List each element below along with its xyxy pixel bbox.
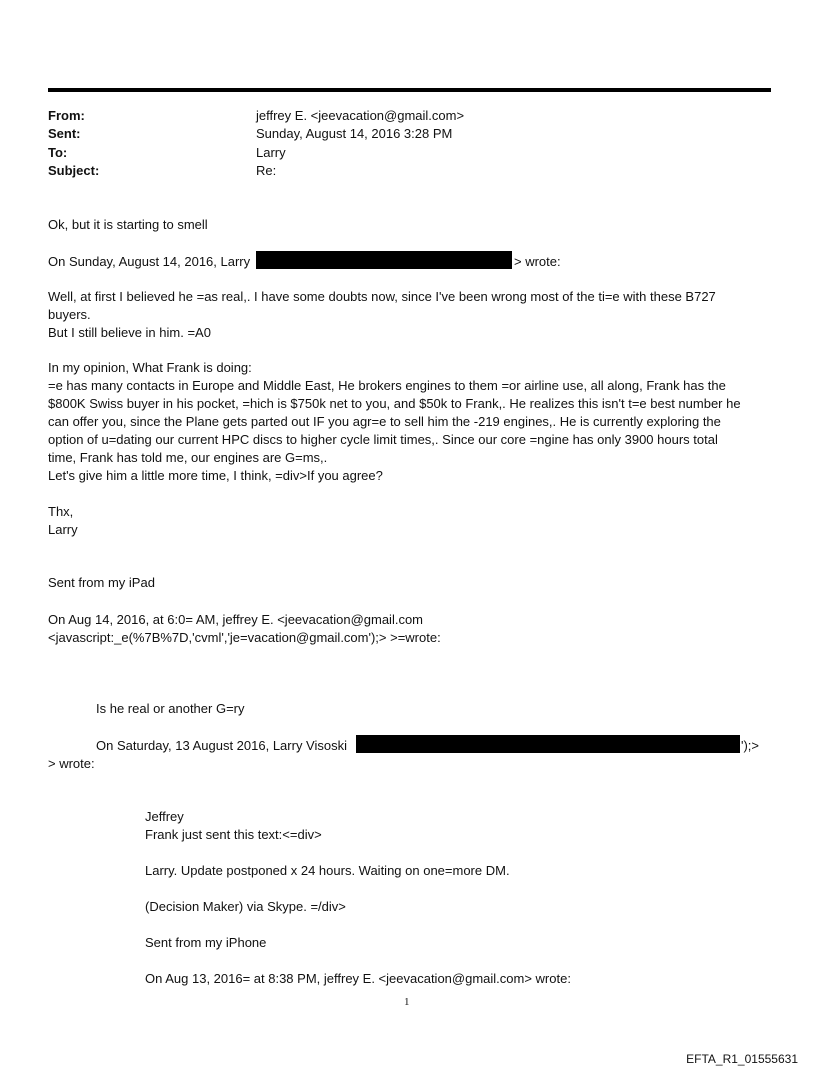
sent-value: Sunday, August 14, 2016 3:28 PM (256, 126, 453, 141)
quote-header-aug13: On Aug 13, 2016= at 8:38 PM, jeffrey E. <jeevacation@gmail.com> wrote: (145, 971, 571, 986)
body-line: Well, at first I believed he =as real,. I have some doubts now, since I've been wrong most of the ti=e with these B727 (48, 289, 716, 304)
quote-header-sunday: On Sunday, August 14, 2016, Larry (48, 254, 251, 269)
quote-header-saturday-end: ');> (741, 738, 760, 753)
sign-off: Thx, (48, 504, 74, 519)
quoted-line: Frank just sent this text:<=div> (145, 827, 322, 842)
from-label: From: (48, 108, 85, 123)
body-line: time, Frank has told me, our engines are G=ms,. (48, 450, 328, 465)
body-line: But I still believe in him. =A0 (48, 325, 211, 340)
quoted-line: Sent from my iPhone (145, 935, 267, 950)
quoted-line: Larry. Update postponed x 24 hours. Waiting on one=more DM. (145, 863, 510, 878)
body-line: $800K Swiss buyer in his pocket, =hich is $750k net to you, and $50k to Frank,. He realizes this isn't t=e best number he (48, 396, 741, 411)
quote-header-aug14: <javascript:_e(%7B%7D,'cvml','je=vacation@gmail.com');> >=wrote: (48, 630, 441, 645)
quoted-line: Is he real or another G=ry (96, 701, 245, 716)
quote-header-aug14: On Aug 14, 2016, at 6:0= AM, jeffrey E. <jeevacation@gmail.com (48, 612, 424, 627)
quote-header-saturday: > wrote: (48, 756, 95, 771)
sent-from-ipad: Sent from my iPad (48, 575, 155, 590)
redaction-bar (256, 251, 512, 269)
body-line: buyers. (48, 307, 91, 322)
subject-label: Subject: (48, 163, 100, 178)
quoted-line: Jeffrey (145, 809, 184, 824)
body-line: =e has many contacts in Europe and Middle East, He brokers engines to them =or airline use, all along, Frank has the (48, 378, 726, 393)
header-rule (48, 88, 771, 92)
quote-header-saturday: On Saturday, 13 August 2016, Larry Visoski (96, 738, 347, 753)
redaction-bar (356, 735, 740, 753)
to-value: Larry (256, 145, 286, 160)
subject-value: Re: (256, 163, 277, 178)
body-line: can offer you, since the Plane gets parted out IF you agr=e to sell him the -219 engines,. He is currently exploring the (48, 414, 721, 429)
quoted-line: (Decision Maker) via Skype. =/div> (145, 899, 346, 914)
sent-label: Sent: (48, 126, 81, 141)
body-line: In my opinion, What Frank is doing: (48, 360, 252, 375)
quote-header-sunday-end: > wrote: (514, 254, 561, 269)
message-line: Ok, but it is starting to smell (48, 217, 208, 232)
signature: Larry (48, 522, 78, 537)
from-value: jeffrey E. <jeevacation@gmail.com> (256, 108, 465, 123)
document-id: EFTA_R1_01555631 (686, 1052, 798, 1066)
body-line: option of u=dating our current HPC discs to higher cycle limit times,. Since our core =ngine has only 3900 hours total (48, 432, 718, 447)
to-label: To: (48, 145, 68, 160)
body-line: Let's give him a little more time, I think, =div>If you agree? (48, 468, 383, 483)
page-number: 1 (404, 996, 410, 1008)
